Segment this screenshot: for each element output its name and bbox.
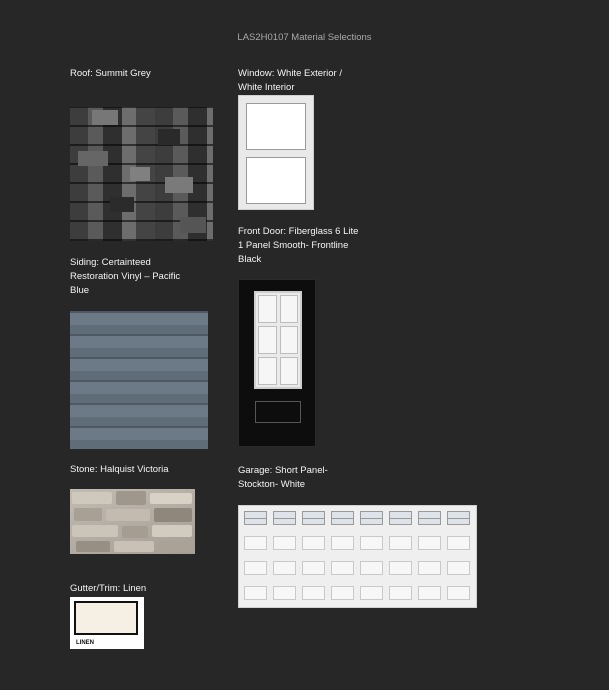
- gutter-label: Gutter/Trim: Linen: [70, 583, 147, 594]
- window-label-line1: Window: White Exterior /: [238, 68, 342, 79]
- siding-label-line2: Restoration Vinyl – Pacific: [70, 271, 181, 282]
- door-lower-panel: [255, 401, 301, 423]
- garage-label-line1: Garage: Short Panel-: [238, 465, 328, 476]
- garage-swatch-image: [238, 505, 477, 608]
- linen-swatch-text: LINEN: [76, 640, 94, 646]
- page-title: LAS2H0107 Material Selections: [237, 32, 372, 43]
- linen-color-chip: [74, 601, 138, 635]
- window-label-line2: White Interior: [238, 82, 295, 93]
- siding-label-line1: Siding: Certainteed: [70, 257, 151, 268]
- door-label-line1: Front Door: Fiberglass 6 Lite: [238, 226, 359, 237]
- siding-swatch-image: [70, 311, 208, 449]
- siding-label-line3: Blue: [70, 285, 90, 296]
- door-swatch-image: [238, 279, 316, 447]
- window-swatch-image: [238, 95, 314, 210]
- door-glass-lites: [254, 291, 302, 389]
- garage-label-line2: Stockton- White: [238, 479, 306, 490]
- window-upper-sash: [246, 103, 306, 150]
- stone-label: Stone: Halquist Victoria: [70, 464, 169, 475]
- stone-swatch-image: [70, 489, 195, 554]
- door-label-line3: Black: [238, 254, 262, 265]
- roof-label: Roof: Summit Grey: [70, 68, 151, 79]
- linen-swatch-image: [70, 597, 144, 649]
- window-lower-sash: [246, 157, 306, 204]
- door-label-line2: 1 Panel Smooth- Frontline: [238, 240, 349, 251]
- roof-swatch-image: [70, 107, 213, 241]
